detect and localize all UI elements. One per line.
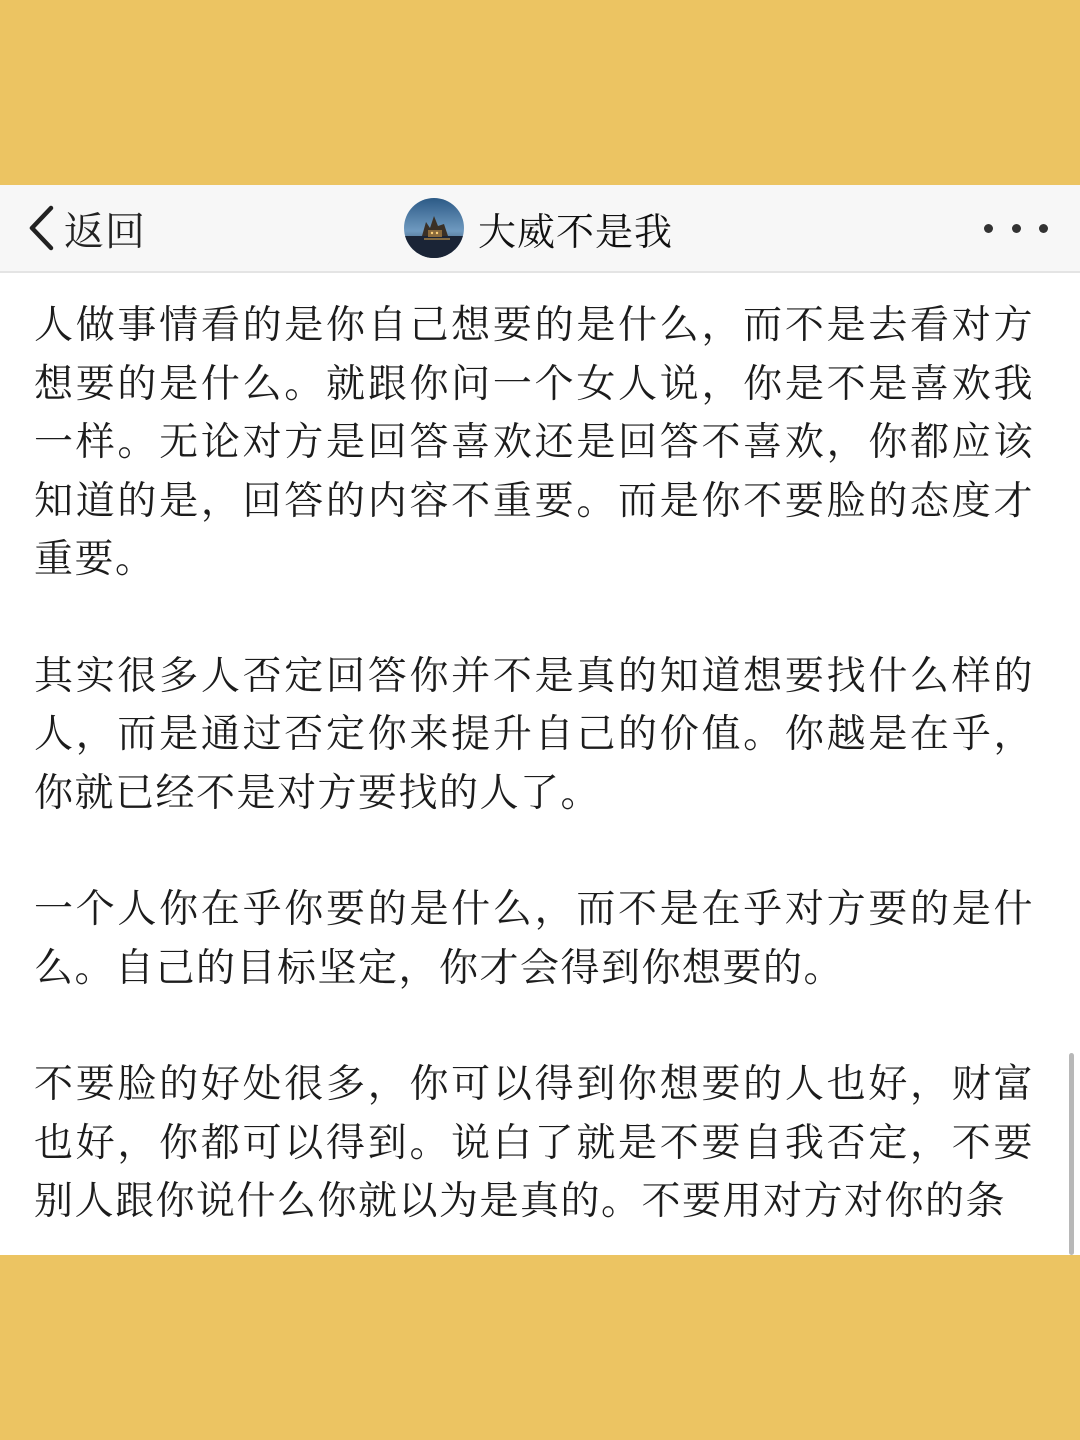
top-navigation-bar xyxy=(0,185,1080,273)
chat-screen xyxy=(0,185,1080,1255)
back-label: 返回 xyxy=(64,208,146,255)
conversation-header[interactable] xyxy=(404,187,673,269)
more-options-icon[interactable] xyxy=(984,203,1048,253)
chevron-left-icon xyxy=(24,203,58,253)
dot xyxy=(1012,224,1021,233)
avatar[interactable] xyxy=(404,198,464,258)
message-body xyxy=(34,297,1034,1255)
paragraph: 其实很多人否定回答你并不是真的知道想要找什么样的人，而是通过否定你来提升自己的价值。你越是在乎，你就已经不是对方要找的人了。 xyxy=(34,653,1034,816)
paragraph: 不要脸的好处很多，你可以得到你想要的人也好，财富也好，你都可以得到。说白了就是不要自我否定，不要别人跟你说什么你就以为是真的。不要用对方对你的条 xyxy=(34,1062,1034,1224)
conversation-title: 大威不是我 xyxy=(478,209,674,254)
back-button[interactable] xyxy=(24,195,146,261)
paragraph: 人做事情看的是你自己想要的是什么，而不是去看对方想要的是什么。就跟你问一个女人说，你是不是喜欢我一样。无论对方是回答喜欢还是回答不喜欢，你都应该知道的是，回答的内容不重要。而是你不要脸的态度才重要。 xyxy=(34,303,1034,582)
dot xyxy=(984,224,993,233)
dot xyxy=(1039,224,1048,233)
paragraph: 一个人你在乎你要的是什么，而不是在乎对方要的是什么。自己的目标坚定，你才会得到你想要的。 xyxy=(34,887,1034,991)
scrollbar[interactable] xyxy=(1069,1053,1074,1255)
